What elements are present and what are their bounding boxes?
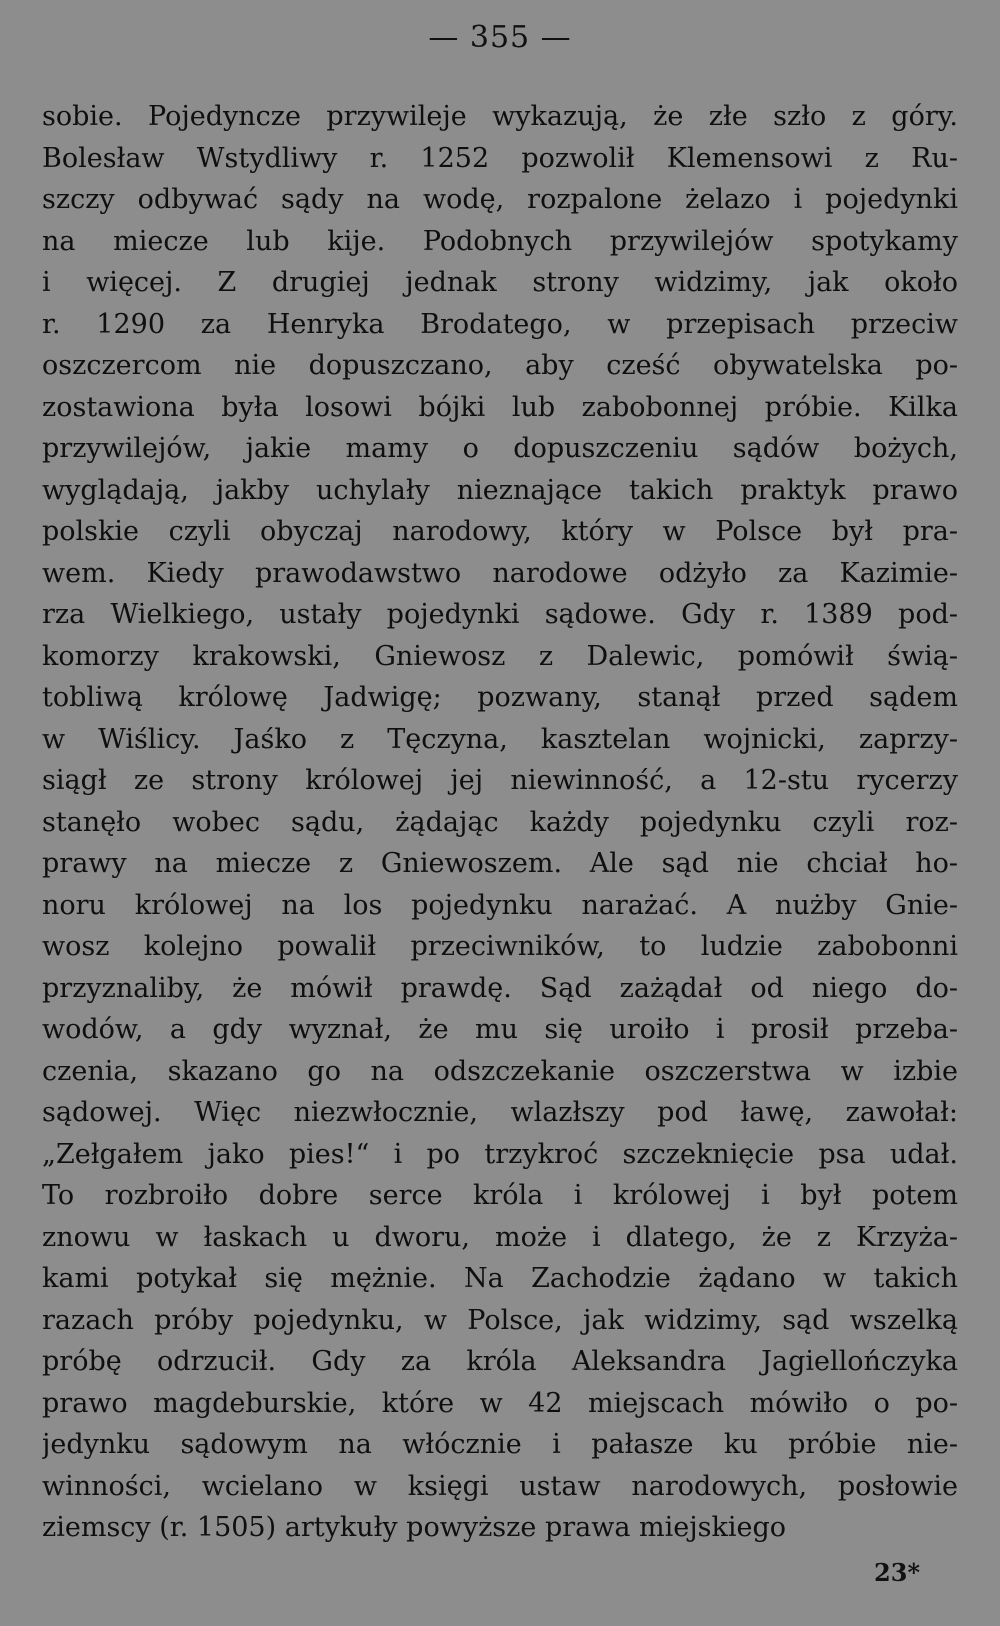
text-line: wodów, a gdy wyznał, że mu się uroiło i prosił przeba- xyxy=(42,1014,958,1045)
text-line: wyglądają, jakby uchylały nieznające takich praktyk prawo xyxy=(42,474,958,506)
text-line: noru królowej na los pojedynku narażać. A nużby Gnie- xyxy=(42,889,958,921)
text-line: Bolesław Wstydliwy r. 1252 pozwolił Klemensowi z Ru- xyxy=(42,142,958,174)
text-line: komorzy krakowski, Gniewosz z Dalewic, pomówił świą- xyxy=(42,640,958,672)
text-line: oszczercom nie dopuszczano, aby cześć obywatelska po- xyxy=(42,350,958,381)
text-line: czenia, skazano go na odszczekanie oszczerstwa w izbie xyxy=(42,1055,958,1087)
text-line: winności, wcielano w księgi ustaw narodowych, posłowie xyxy=(42,1470,958,1502)
text-line: prawo magdeburskie, które w 42 miejscach mówiło o po- xyxy=(42,1387,958,1419)
body-text xyxy=(42,96,958,1549)
text-line: kami potykał się mężnie. Na Zachodzie żądano w takich xyxy=(42,1263,958,1294)
page-number: — 355 — xyxy=(428,20,572,55)
text-line: ziemscy (r. 1505) artykuły powyższe prawa miejskiego xyxy=(42,1512,786,1543)
text-line: sobie. Pojedyncze przywileje wykazują, że złe szło z góry. xyxy=(42,101,958,132)
text-line: tobliwą królowę Jadwigę; pozwany, stanął przed sądem xyxy=(42,682,958,713)
text-line: i więcej. Z drugiej jednak strony widzimy, jak około xyxy=(42,267,958,298)
text-line: To rozbroiło dobre serce króla i królowej i był potem xyxy=(42,1180,958,1211)
text-line: w Wiślicy. Jaśko z Tęczyna, kasztelan wojnicki, zaprzy- xyxy=(42,723,958,755)
text-line: siągł ze strony królowej jej niewinność, a 12-stu rycerzy xyxy=(42,765,958,796)
text-line: stanęło wobec sądu, żądając każdy pojedynku czyli roz- xyxy=(42,806,958,838)
text-line: razach próby pojedynku, w Polsce, jak widzimy, sąd wszelką xyxy=(42,1304,958,1336)
text-line: „Zełgałem jako pies!“ i po trzykroć szczeknięcie psa udał. xyxy=(42,1138,958,1170)
text-line: sądowej. Więc niezwłocznie, wlazłszy pod ławę, zawołał: xyxy=(42,1097,958,1128)
text-line: znowu w łaskach u dworu, może i dlatego, że z Krzyża- xyxy=(42,1221,958,1253)
text-line: wosz kolejno powalił przeciwników, to ludzie zabobonni xyxy=(42,931,958,962)
text-line: rza Wielkiego, ustały pojedynki sądowe. Gdy r. 1389 pod- xyxy=(42,599,958,630)
text-line: wem. Kiedy prawodawstwo narodowe odżyło za Kazimie- xyxy=(42,557,958,589)
text-line: przyznaliby, że mówił prawdę. Sąd zażądał od niego do- xyxy=(42,972,958,1004)
text-line: na miecze lub kije. Podobnych przywilejów spotykamy xyxy=(42,225,958,257)
text-line: jedynku sądowym na włócznie i pałasze ku próbie nie- xyxy=(42,1429,958,1460)
text-line: zostawiona była losowi bójki lub zabobonnej próbie. Kilka xyxy=(42,391,958,423)
text-line: polskie czyli obyczaj narodowy, który w Polsce był pra- xyxy=(42,516,958,547)
text-line: prawy na miecze z Gniewoszem. Ale sąd nie chciał ho- xyxy=(42,848,958,879)
text-line: r. 1290 za Henryka Brodatego, w przepisach przeciw xyxy=(42,308,958,340)
text-line: próbę odrzucił. Gdy za króla Aleksandra Jagiellończyka xyxy=(42,1346,958,1377)
text-line: przywilejów, jakie mamy o dopuszczeniu sądów bożych, xyxy=(42,433,958,464)
text-line: szczy odbywać sądy na wodę, rozpalone żelazo i pojedynki xyxy=(42,184,958,215)
printer-signature-mark: 23* xyxy=(874,1558,920,1587)
